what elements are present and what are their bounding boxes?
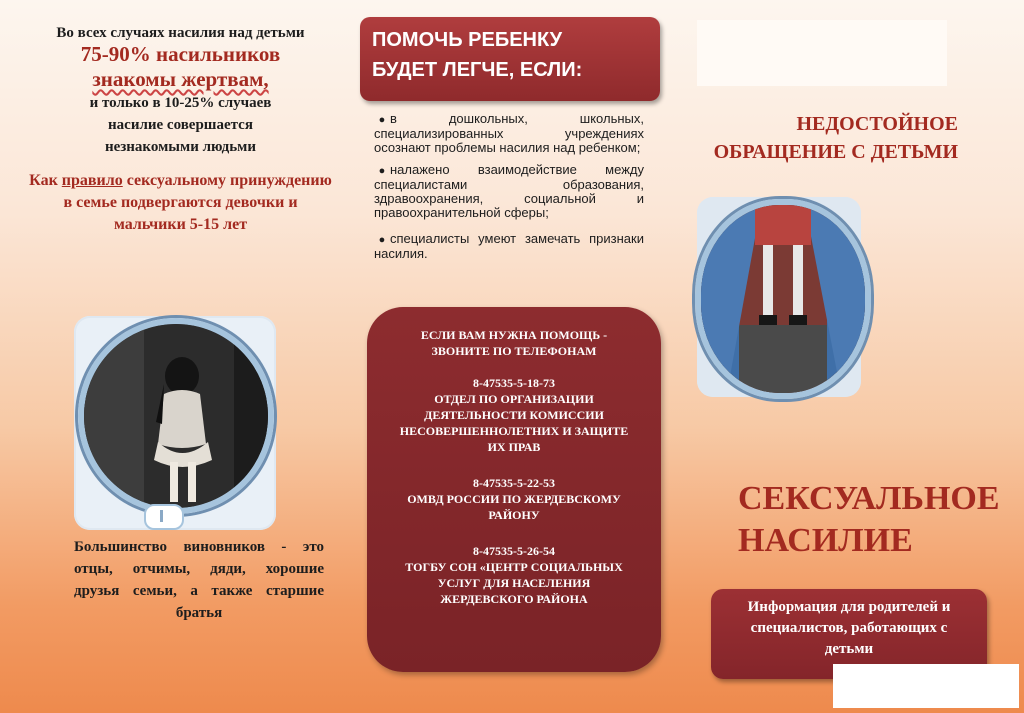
victims-age-pre: Как [29, 172, 62, 189]
victims-age-text [28, 170, 333, 236]
stat-headline-1: 75-90% насильников [80, 42, 281, 66]
girl-photo-frame [74, 316, 276, 530]
list-item [374, 232, 644, 261]
frame-button-mark [160, 510, 163, 522]
corner-blank-panel [833, 664, 1019, 708]
help-title-box [360, 17, 660, 101]
stat-detail-2: насилие совершается [108, 117, 253, 133]
culprits-block [74, 536, 324, 624]
list-item [374, 112, 644, 155]
contact-org-1: ОТДЕЛ ПО ОРГАНИЗАЦИИ ДЕЯТЕЛЬНОСТИ КОМИССИИ НЕСОВЕРШЕННОЛЕТНИХ И ЗАЩИТЕ ИХ ПРАВ [399, 392, 629, 454]
contact-org-2: ОМВД РОССИИ ПО ЖЕРДЕВСКОМУ РАЙОНУ [407, 492, 621, 522]
culprits-text: Большинство виновников - это отцы, отчимы, дяди, хорошие друзья семьи, а также старшие братья [74, 539, 324, 621]
stat-headline-2 [28, 67, 333, 92]
contact-org-3: ТОГБУ СОН «ЦЕНТР СОЦИАЛЬНЫХ УСЛУГ ДЛЯ НАСЕЛЕНИЯ ЖЕРДЕВСКОГО РАЙОНА [405, 560, 623, 606]
list-item [374, 163, 644, 220]
list-item-text: налажено взаимодействие между специалистами образования, здравоохранения, социальной и правоохранительной сферы; [374, 162, 644, 220]
mistreatment-title-line2: ОБРАЩЕНИЕ С ДЕТЬМИ [713, 141, 958, 163]
contact-phone-2: 8-47535-5-22-53 [473, 476, 555, 490]
left-column [28, 20, 333, 236]
intro-text: Во всех случаях насилия над детьми [56, 25, 305, 41]
victims-age-underlined: правило [61, 172, 123, 189]
contacts-header: ЕСЛИ ВАМ НУЖНА ПОМОЩЬ - ЗВОНИТЕ ПО ТЕЛЕФОНАМ [420, 328, 608, 358]
blank-panel [697, 20, 947, 86]
mistreatment-title [690, 110, 958, 166]
list-item-text: специалисты умеют замечать признаки насилия. [374, 231, 644, 261]
bullet-dot-icon: ● [378, 114, 386, 126]
contacts-box [367, 307, 661, 672]
bullet-dot-icon: ● [378, 234, 386, 246]
contact-phone-3: 8-47535-5-26-54 [473, 544, 555, 558]
help-title-line2: БУДЕТ ЛЕГЧЕ, ЕСЛИ: [372, 59, 583, 81]
girl-photo [78, 318, 274, 514]
victims-age-post: сексуальному принуждению в семье подвергаются девочки и мальчики 5-15 лет [63, 172, 332, 233]
girl-silhouette-image [84, 324, 268, 508]
stat-headline-2-text: знакомы жертвам, [92, 67, 269, 91]
main-title [738, 478, 1008, 562]
bullet-dot-icon: ● [378, 165, 386, 177]
main-title-line1: СЕКСУАЛЬНОЕ [738, 480, 1000, 517]
contact-phone-1: 8-47535-5-18-73 [473, 376, 555, 390]
frame-button-icon [144, 504, 184, 530]
legs-photo-frame [697, 197, 861, 397]
list-item-text: в дошкольных, школьных, специализированных учреждениях осознают проблемы насилия над ребенком; [374, 111, 644, 155]
help-conditions-list [374, 112, 644, 269]
legs-image [701, 205, 865, 393]
help-title-line1: ПОМОЧЬ РЕБЕНКУ [372, 29, 563, 51]
stat-detail-3: незнакомыми людьми [104, 139, 257, 155]
main-title-line2: НАСИЛИЕ [738, 522, 913, 559]
legs-photo [695, 199, 871, 399]
mistreatment-title-line1: НЕДОСТОЙНОЕ [796, 113, 958, 135]
audience-info-text: Информация для родителей и специалистов, работающих с детьми [747, 599, 951, 657]
stat-detail-1: и только в 10-25% случаев [89, 95, 272, 111]
